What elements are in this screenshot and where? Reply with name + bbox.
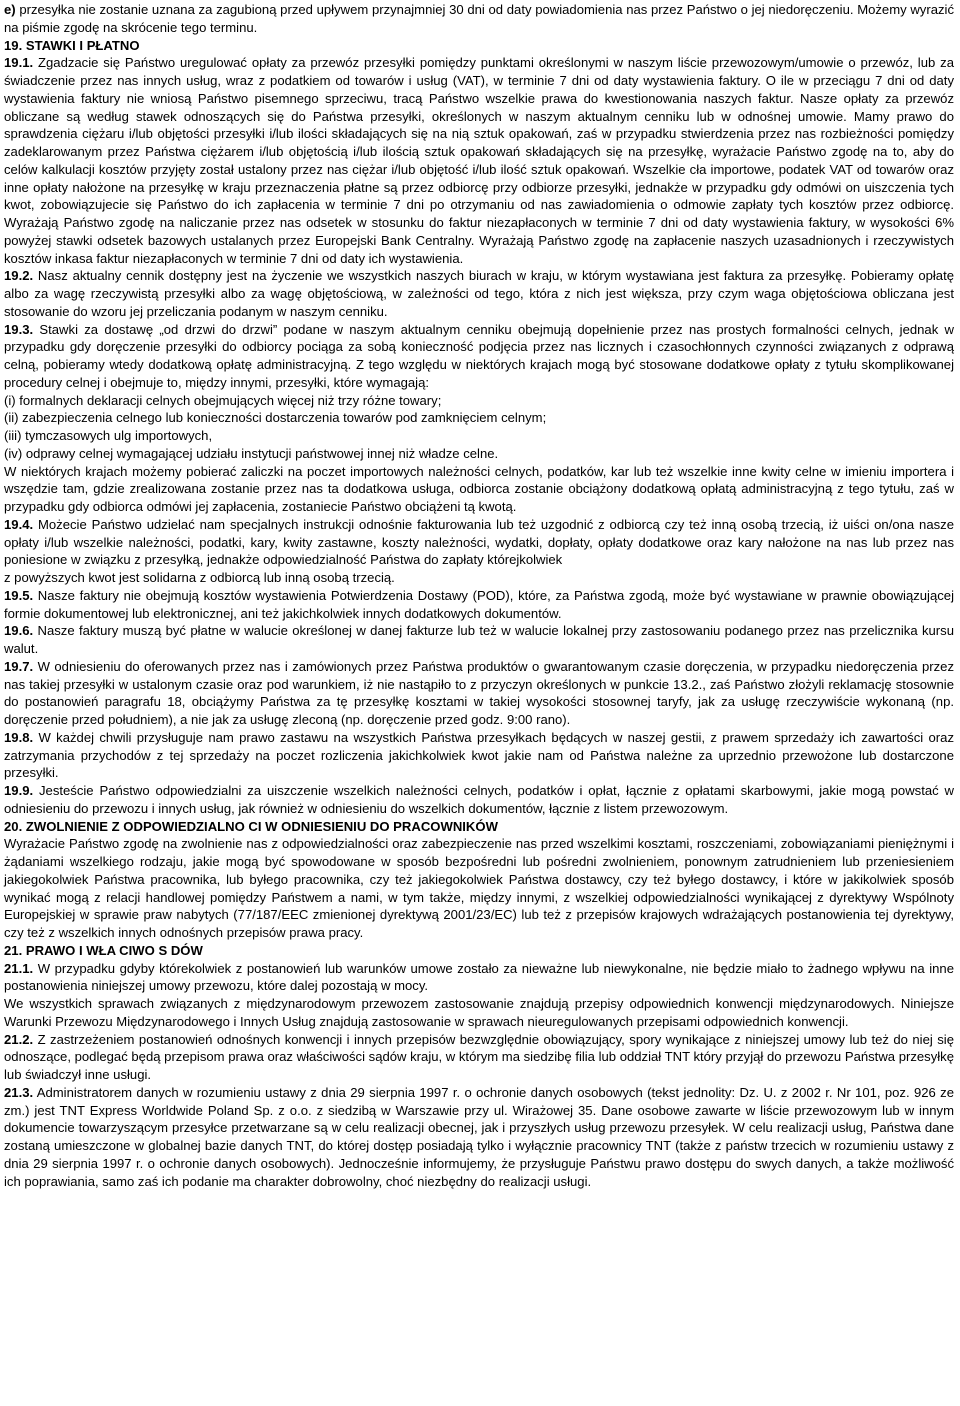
paragraph-text: Nasze faktury muszą być płatne w walucie określonej w danej fakturze lub też w walucie lokalnej przy zastosowaniu podanego przez nas przelicznika kursu walut. [4,623,954,656]
paragraph-text: W przypadku gdyby którekolwiek z postanowień lub warunków umowe zostało za nieważne lub niewykonalne, nie będzie miało to żadnego wpływu na inne postanowienia niniejszej umowy przewozu, które dalej pozostają w mocy. [4,960,954,994]
section-heading: 19. STAWKI I PŁATNO [4,37,140,53]
clause-number: 19.8. [4,729,34,745]
clause-number: e) [4,2,16,17]
paragraph [4,995,954,1031]
paragraph-text: Możecie Państwo udzielać nam specjalnych instrukcji odnośnie fakturowania lub też uzgodnić z odbiorcą czy też inną osobą trzecią, iż uiści on/ona nasze opłaty i/lub wszelkie należności, podatki, kary, kwity zastawne, koszty należności, wydatki, dopłaty, opłaty dodatkowe oraz kary nałożone na nas lub przez nas poniesione w związku z przesyłką, jednakże odpowiedzialność Państwa do zapłaty którejkolwiek [4,516,954,568]
clause-number: 21.3. [4,1084,34,1100]
paragraph [4,445,954,463]
paragraph-text: z powyższych kwot jest solidarna z odbiorcą lub inną osobą trzecią. [4,570,395,585]
clause-number: 19.5. [4,587,34,603]
paragraph-text: (i) formalnych deklaracji celnych obejmujących więcej niż trzy różne towary; [4,392,442,408]
clause-number: 21.1. [4,960,34,976]
paragraph [4,782,954,818]
paragraph-text: Nasz aktualny cennik dostępny jest na życzenie we wszystkich naszych biurach w kraju, w którym wystawiana jest faktura za przesyłkę. Pobieramy opłatę albo za wagę rzeczywistą przesyłki albo za wagę objętościową, w zależności od tego, która z nich jest większa, przy czym waga objętościowa obliczana jest stosowanie do wzoru jej przeliczania podanym w naszym cenniku. [4,268,954,319]
paragraph [4,835,954,942]
paragraph [4,569,954,587]
paragraph [4,409,954,427]
paragraph [4,267,954,320]
paragraph [4,960,954,996]
clause-number: 19.3. [4,321,34,337]
paragraph [4,729,954,782]
clause-number: 19.9. [4,783,34,798]
paragraph-text: Zgadzacie się Państwo uregulować opłaty za przewóz przesyłki pomiędzy punktami określonymi w naszym liście przewozowym/umowie o przewóz, lub za świadczenie przez nas innych usług, wraz z podatkiem od towarów i usług (VAT), w terminie 7 dni od daty wystawienia faktury. O ile w przeciągu 7 dni od daty wystawienia faktury nie wniosą Państwo pisemnego sprzeciwu, tracą Państwo wszelkie prawa do kwestionowania naszych faktur. Nasze opłaty za przewóz obliczane są według stawek odnoszących się do Państwa przesyłki, określonych w naszym aktualnym cenniku lub w odnośnej umowie. Mamy prawo do sprawdzenia ciężaru i/lub objętości przesyłki i/lub ilości składających się na nią sztuk opakowań, zaś w przypadku stwierdzenia przez nas rozbieżności pomiędzy zadeklarowanym przez Państwa ciężarem i/lub objętością i/lub ilością sztuk opakowań składających się na przesyłkę, wyrażacie Państwo zgodę na to, aby do celów kalkulacji kosztów przyjęty został ustalony przez nas ciężar i/lub objętość i/lub ilość sztuk opakowań. Wszelkie cła importowe, podatek VAT od towarów oraz inne opłaty nałożone na przesyłkę w kraju przeznaczenia płatne są przez odbiorcę przy odbiorze przesyłki, jednakże w przypadku gdy odmówi on uiszczenia tych kwot, zobowiązujecie się Państwo do ich zapłacenia w terminie 7 dni po otrzymaniu od nas zawiadomienia o odmowie zapłaty tych kosztów przez odbiorcę. Wyrażają Państwo zgodę na naliczanie przez nas odsetek w stosunku do faktur niezapłaconych w terminie 7 dni od daty wystawienia faktury, w wysokości 6% powyżej stawki odsetek bazowych ustalanych przez Europejski Bank Centralny. Wyrażają Państwo zgodę na zapłacenie naszych uzasadnionych i rzeczywistych kosztów inkasa faktur niezapłaconych w terminie 7 dni od daty ich wystawienia. [4,55,954,266]
paragraph-text: W każdej chwili przysługuje nam prawo zastawu na wszystkich Państwa przesyłkach będących w naszej gestii, z prawem sprzedaży ich zawartości oraz zatrzymania przychodów z tej sprzedaży na poczet rozliczenia jakichkolwiek kwot jakie nam od Państwa należne za uprzednio przewożone lub dostarczone przesyłki. [4,729,954,781]
paragraph [4,463,954,516]
paragraph-text: przesyłka nie zostanie uznana za zagubioną przed upływem przynajmniej 30 dni od daty powiadomienia nas przez Państwo o jej niedoręczeniu. Możemy wyrazić na piśmie zgodę na skrócenie tego terminu. [4,2,954,35]
clause-number: 21.2. [4,1031,34,1047]
paragraph-text: We wszystkich sprawach związanych z międzynarodowym przewozem zastosowanie znajdują przepisy odpowiednich konwencji międzynarodowych. Niniejsze Warunki Przewozu Międzynarodowego i Innych Usług znajdują zastosowanie w sprawach nieuregulowanych przepisami odpowiednich konwencji. [4,996,954,1029]
paragraph-text: (iv) odprawy celnej wymagającej udziału instytucji państwowej innej niż władze celne. [4,445,499,461]
paragraph [4,658,954,729]
paragraph-text: Stawki za dostawę „od drzwi do drzwi” podane w naszym aktualnym cenniku obejmują dopełnienie przez nas prostych formalności celnych, jednak w przypadku gdy doręczenie przesyłki do odbiorcy pociąga za sobą konieczność podjęcia przez nas licznych i czasochłonnych czynności związanych z odprawą celną, pobieramy wtedy dodatkową opłatę administracyjną. Z tego względu w niektórych krajach mogą być stosowane dodatkowe opłaty z tytułu skomplikowanej procedury celnej i obejmuje to, między innymi, przesyłki, które wymagają: [4,321,954,390]
section-heading: 20. ZWOLNIENIE Z ODPOWIEDZIALNO CI W ODNIESIENIU DO PRACOWNIKÓW [4,818,498,834]
paragraph [4,1,954,37]
paragraph-text: Jesteście Państwo odpowiedzialni za uiszczenie wszelkich należności celnych, podatków i opłat, łącznie z opłatami skarbowymi, jakie mogą powstać w odniesieniu do przewozu i innych usług, jak również w odniesieniu do wszelkich dokumentów, łącznie z listem przewozowym. [4,783,954,816]
paragraph-text: (ii) zabezpieczenia celnego lub konieczności dostarczenia towarów pod zamknięciem celnym; [4,410,547,426]
section-heading: 21. PRAWO I WŁA CIWO S DÓW [4,942,203,958]
paragraph [4,1031,954,1084]
paragraph-text: Wyrażacie Państwo zgodę na zwolnienie nas z odpowiedzialności oraz zabezpieczenie nas przed wszelkimi kosztami, roszczeniami, zobowiązaniami pieniężnymi i żądaniami wszelkiego rodzaju, jakie mogą być spowodowane w sposób bezpośredni lub pośredni zwolnieniem, ponownym zatrudnieniem lub przeniesieniem jakiegokolwiek Państwa pracownika, lub byłego pracownika, czy też jakiegokolwiek Państwa dostawcy, czy też byłego dostawcy, i które w jakikolwiek sposób wynikać mogą z relacji handlowej pomiędzy Państwem a nami, w tym także, między innymi, z wszelkiej odpowiedzialności wynikającej z dyrektywy Wspólnoty Europejskiej w sprawie praw nabytych (77/187/EEC zmienionej dyrektywą 2001/23/EC) lub też z przepisów krajowych wdrażających postanowienia tej dyrektywy, czy też z wszelkich innych odnośnych przepisów prawa pracy. [4,836,954,940]
paragraph-text: Z zastrzeżeniem postanowień odnośnych konwencji i innych przepisów bezwzględnie obowiązujący, spory wynikające z niniejszej umowy lub też do niej się odnoszące, podlegać będą przepisom prawa oraz właściwości sądów kraju, w którym ma siedzibę filia lub oddział TNT który przyjął do przewozu Państwa przesyłkę lub świadczył inne usługi. [4,1031,954,1082]
clause-number: 19.4. [4,516,34,532]
paragraph [4,622,954,658]
paragraph [4,54,954,267]
clause-number: 19.7. [4,658,34,674]
document-page [4,1,954,1190]
paragraph [4,427,954,445]
paragraph-text: W niektórych krajach możemy pobierać zaliczki na poczet importowych należności celnych, podatków, kar lub też wszelkie inne kwity celne w imieniu importera i wszędzie tam, gdzie zrealizowana zostanie przez nas ta dodatkowa usługa, odbiorca zostanie obciążony dodatkową opłatą administracyjną z tego tytułu, zaś w przypadku gdy odbiorca odmówi jej zapłacenia, zostaniecie Państwo obciążeni tą kwotą. [4,463,954,514]
paragraph [4,1084,954,1191]
paragraph-text: (iii) tymczasowych ulg importowych, [4,428,213,443]
clause-number: 19.6. [4,623,34,639]
clause-number: 19.1. [4,55,34,71]
paragraph [4,516,954,569]
paragraph-text: W odniesieniu do oferowanych przez nas i zamówionych przez Państwa produktów o gwarantowanym czasie doręczenia, w przypadku niedoręczenia przez nas takiej przesyłki w ustalonym czasie oraz pod warunkiem, iż nie nastąpiło to z przyczyn określonych w punkcie 13.2., zaś Państwo złożyli reklamację stosownie do postanowień paragrafu 18, obciążymy Państwa za tę przesyłkę kosztami w takiej wysokości stosownej taryfy, jak za usługę rzeczywiście wykonaną (np. doręczenie przed południem), a nie jak za usługę zleconą (np. doręczenie przed godz. 9:00 rano). [4,658,954,727]
paragraph-text: Nasze faktury nie obejmują kosztów wystawienia Potwierdzenia Dostawy (POD), które, za Państwa zgodą, może być wystawiane w prawnie obowiązującej formie dokumentowej lub elektronicznej, ani też jakichkolwiek innych dodatkowych dokumentów. [4,587,954,621]
paragraph [4,587,954,623]
paragraph-text: Administratorem danych w rozumieniu ustawy z dnia 29 sierpnia 1997 r. o ochronie danych osobowych (tekst jednolity: Dz. U. z 2002 r. Nr 101, poz. 926 ze zm.) jest TNT Express Worldwide Poland Sp. z o.o. z siedzibą w Warszawie przy ul. Wirażowej 35. Dane osobowe zawarte w liście przewozowym lub w innym dokumencie towarzyszącym przesyłce przetwarzane są w celu realizacji obecnej, jak i przyszłych usług przewozu przesyłek. W celu realizacji usług, Państwa dane zostaną umieszczone w globalnej bazie danych TNT, do której dostęp posiadają tylko i wyłącznie pracownicy TNT (także z państw trzecich w rozumieniu ustawy z dnia 29 sierpnia 1997 r. o ochronie danych osobowych). Jednocześnie informujemy, że przysługuje Państwu prawo dostępu do swych danych, a także możliwość ich poprawiania, samo zaś ich podanie ma charakter dobrowolny, choć niezbędny do realizacji usługi. [4,1084,954,1189]
paragraph [4,392,954,410]
paragraph [4,321,954,392]
clause-number: 19.2. [4,268,34,284]
